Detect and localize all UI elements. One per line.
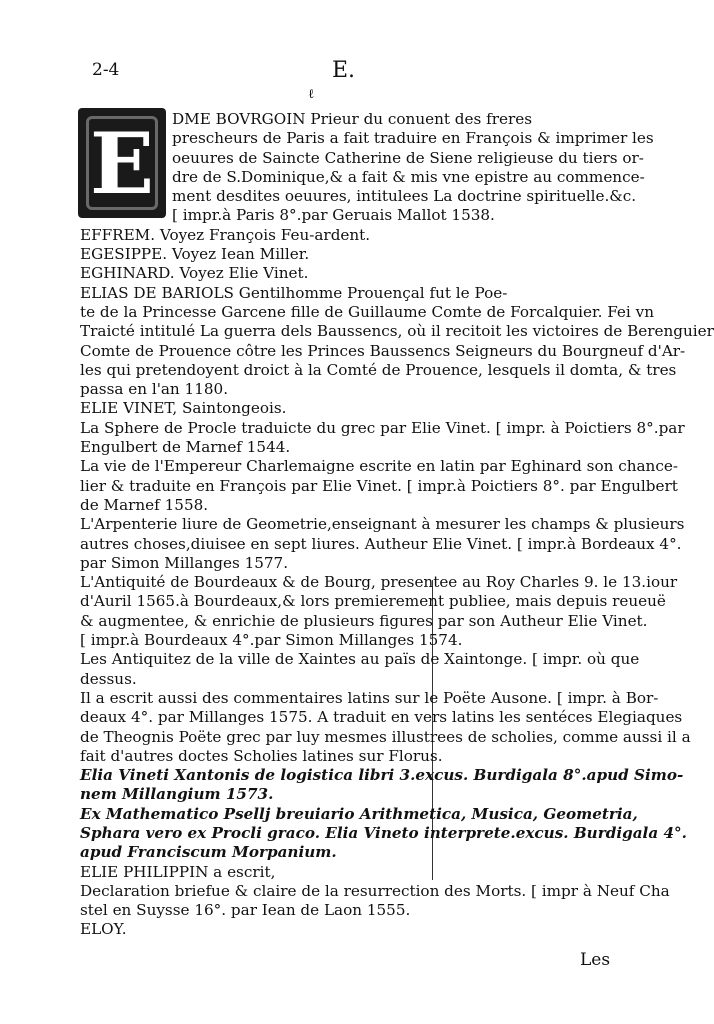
text-line: ment desdites oeuures, intitulees La doctrine spirituelle.&c. [172, 187, 637, 206]
printer-mark: ℓ [308, 87, 315, 102]
text-line: ELIE VINET, Saintongeois. [80, 399, 287, 418]
catchword: Les [580, 950, 611, 970]
text-line: les qui pretendoyent droict à la Comté de Prouence, lesquels il domta, & tres [80, 360, 677, 379]
text-line: EGESIPPE. Voyez Iean Miller. [80, 245, 310, 264]
text-line: [ impr.à Paris 8°.par Geruais Mallot 1538. [172, 206, 495, 225]
text-line: de Theognis Poëte grec par luy mesmes illustrees de scholies, comme aussi il a [80, 727, 691, 746]
text-line: Declaration briefue & claire de la resurrection des Morts. [ impr à Neuf Cha [80, 881, 670, 900]
text-line: dessus. [80, 669, 137, 688]
drop-capital: E [78, 108, 166, 218]
text-line: te de la Princesse Garcene fille de Guillaume Comte de Forcalquier. Fei vn [80, 302, 654, 321]
text-line: La vie de l'Empereur Charlemaigne escrite en latin par Eghinard son chance- [80, 457, 678, 476]
text-line: L'Antiquité de Bourdeaux & de Bourg, presentee au Roy Charles 9. le 13.iour [80, 573, 678, 592]
text-line: de Marnef 1558. [80, 495, 209, 514]
text-line: Engulbert de Marnef 1544. [80, 438, 291, 457]
text-line: EGHINARD. Voyez Elie Vinet. [80, 264, 309, 283]
text-line: EFFREM. Voyez François Feu-ardent. [80, 225, 371, 244]
text-line: dre de S.Dominique,& a fait & mis vne epistre au commence- [172, 167, 645, 186]
text-line: autres choses,diuisee en sept liures. Autheur Elie Vinet. [ impr.à Bordeaux 4°. [80, 534, 682, 553]
text-line: nem Millangium 1573. [80, 785, 274, 804]
text-line: oeuures de Saincte Catherine de Siene religieuse du tiers or- [172, 148, 644, 167]
text-line: ELIAS DE BARIOLS Gentilhomme Prouençal fut le Poe- [80, 283, 508, 302]
text-line: stel en Suysse 16°. par Iean de Laon 1555. [80, 901, 411, 920]
text-line: [ impr.à Bourdeaux 4°.par Simon Millanges 1574. [80, 631, 463, 650]
text-line: Sphara vero ex Procli graco. Elia Vineto interprete.excus. Burdigala 4°. [80, 823, 687, 842]
text-block [80, 110, 714, 940]
text-line: Les Antiquitez de la ville de Xaintes au païs de Xaintonge. [ impr. où que [80, 650, 640, 669]
text-line: ELOY. [80, 920, 127, 939]
text-line: L'Arpenterie liure de Geometrie,enseignant à mesurer les champs & plusieurs [80, 515, 685, 534]
text-line: d'Auril 1565.à Bourdeaux,& lors premierement publiee, mais depuis reueuë [80, 592, 666, 611]
text-line: prescheurs de Paris a fait traduire en François & imprimer les [172, 129, 654, 148]
page-number: 2-4 [92, 60, 120, 80]
text-line: deaux 4°. par Millanges 1575. A traduit en vers latins les sentéces Elegiaques [80, 708, 683, 727]
text-line: apud Franciscum Morpanium. [80, 843, 337, 862]
text-line: par Simon Millanges 1577. [80, 553, 289, 572]
text-line: passa en l'an 1180. [80, 380, 229, 399]
text-line: Traicté intitulé La guerra dels Baussencs, où il recitoit les victoires de Berenguier [80, 322, 714, 341]
text-line: fait d'autres doctes Scholies latines sur Florus. [80, 746, 443, 765]
text-line: ELIE PHILIPPIN a escrit, [80, 862, 276, 881]
text-line: lier & traduite en François par Elie Vinet. [ impr.à Poictiers 8°. par Engulbert [80, 476, 678, 495]
text-line: La Sphere de Procle traduicte du grec par Elie Vinet. [ impr. à Poictiers 8°.par [80, 418, 685, 437]
text-line: Elia Vineti Xantonis de logistica libri 3.excus. Burdigala 8°.apud Simo- [80, 766, 684, 785]
text-line: Il a escrit aussi des commentaires latins sur le Poëte Ausone. [ impr. à Bor- [80, 688, 659, 707]
text-line: Ex Mathematico Psellj breuiario Arithmetica, Musica, Geometria, [80, 804, 638, 823]
text-line: DME BOVRGOIN Prieur du conuent des freres [172, 110, 533, 128]
text-line: & augmentee, & enrichie de plusieurs figures par son Autheur Elie Vinet. [80, 611, 648, 630]
running-head: E. [332, 58, 356, 83]
text-line: Comte de Prouence côtre les Princes Baussencs Seigneurs du Bourgneuf d'Ar- [80, 341, 686, 360]
